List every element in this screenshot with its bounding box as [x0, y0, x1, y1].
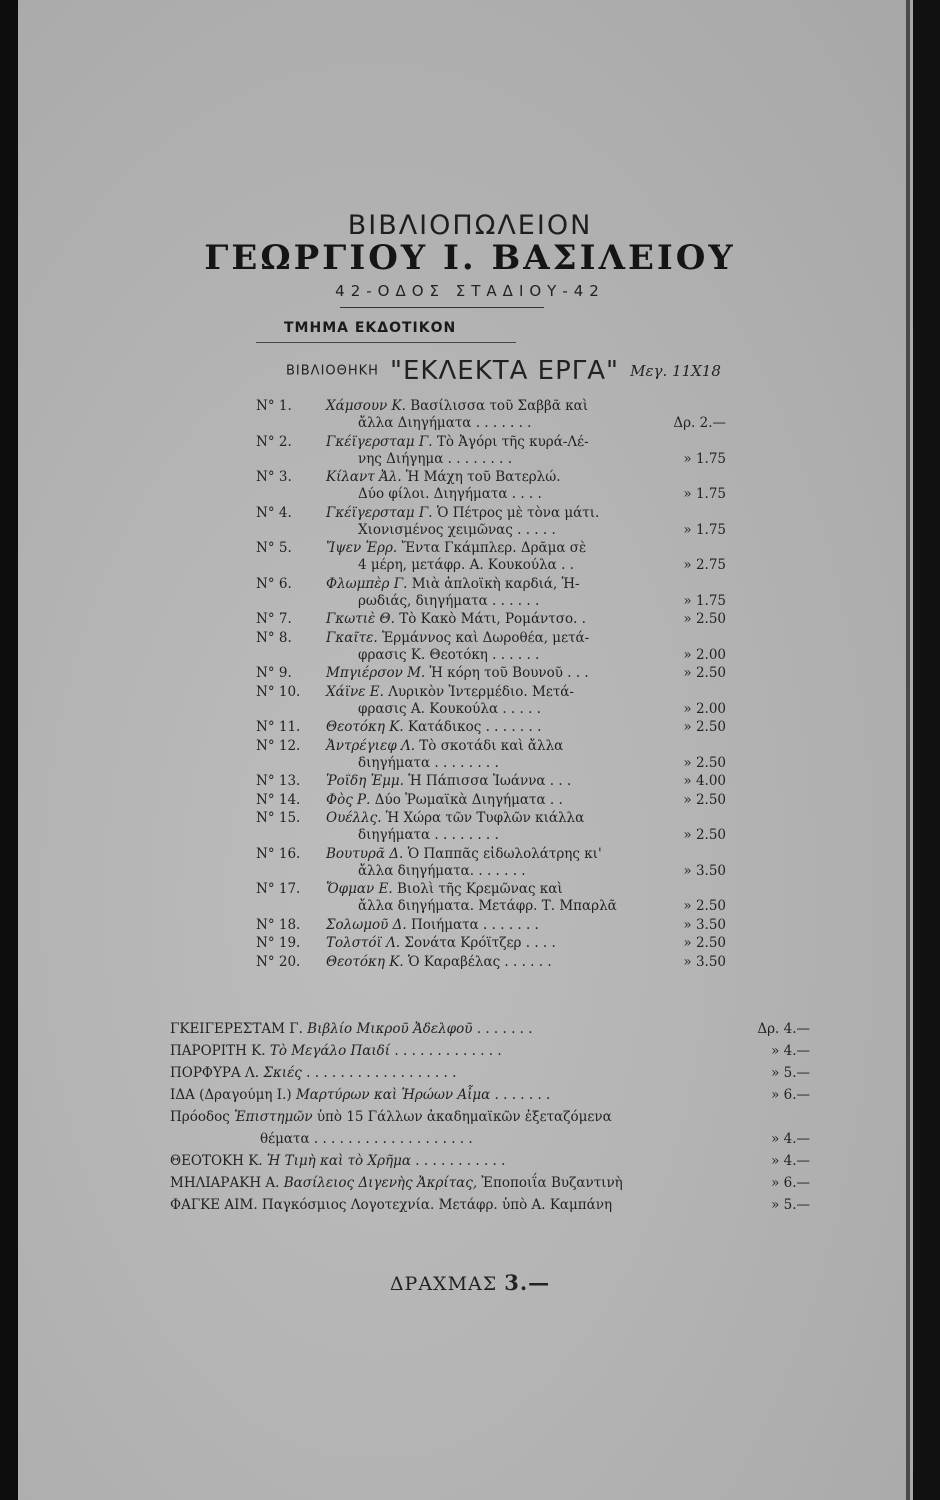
list-item-continuation — [256, 486, 726, 503]
item-title: Ποιήματα . . . . . . . — [410, 916, 539, 933]
other-book-item — [170, 1084, 810, 1106]
other-book-title: Ἐπιστημῶν — [234, 1109, 313, 1125]
other-book-rest: Παγκόσμιος Λογοτεχνία. Μετάφρ. ὑπὸ Α. Καμπάνη — [261, 1197, 613, 1213]
other-book-rest: Ἐποποιΐα Βυζαντινὴ — [477, 1175, 623, 1191]
item-title: Ἡ κόρη τοῦ Βουνοῦ . . . — [429, 665, 589, 681]
department-title: ΤΜΗΜΑ ΕΚΔΟΤΙΚΟΝ — [284, 320, 457, 336]
list-item-line — [256, 398, 726, 415]
item-author: Ουέλλς. — [326, 810, 382, 826]
item-number: N° 1. — [256, 398, 292, 414]
other-book-rest: . . . . . . . — [490, 1087, 551, 1103]
item-title: Κατάδικος . . . . . . . — [407, 719, 542, 735]
list-item — [256, 434, 726, 468]
other-book-rest: . . . . . . . . . . . . . . . . . . — [301, 1065, 457, 1081]
other-book-text — [170, 1150, 810, 1172]
other-book-author: ΓΚΕΙΓΕΡΕΣΤΑΜ Γ. — [170, 1021, 303, 1037]
other-book-rest: . . . . . . . — [472, 1021, 533, 1037]
list-item-continuation — [256, 755, 726, 772]
item-number: N° 12. — [256, 737, 301, 754]
list-item-continuation — [256, 647, 726, 664]
item-author: Μπγιέρσον Μ. — [326, 665, 426, 681]
item-author: Σολωμοῦ Δ. — [326, 916, 407, 933]
series-format: Μεγ. 11Χ18 — [630, 362, 721, 380]
other-books-list — [170, 1018, 810, 1216]
item-price: » 2.75 — [683, 557, 726, 573]
department-rule — [256, 342, 516, 343]
item-title-continued: διηγήματα . . . . . . . . — [358, 827, 499, 843]
item-number: N° 2. — [256, 433, 292, 450]
item-title: Ἡ Χώρα τῶν Τυφλῶν κιάλλα — [385, 810, 585, 826]
list-item — [256, 630, 726, 664]
list-item-line — [256, 917, 726, 934]
list-item-line — [256, 881, 726, 898]
list-item-line — [256, 810, 726, 827]
other-book-author: ΠΟΡΦΥΡΑ Λ. — [170, 1065, 260, 1081]
item-number: N° 17. — [256, 881, 301, 897]
item-title: Βασίλισσα τοῦ Σαββᾶ καὶ — [410, 398, 589, 414]
item-number: N° 6. — [256, 575, 292, 592]
item-title: Ἔντα Γκάμπλερ. Δρᾶμα σὲ — [401, 540, 587, 556]
item-author: Φλωμπὲρ Γ. — [326, 575, 408, 592]
list-item — [256, 719, 726, 736]
list-item — [256, 881, 726, 915]
other-book-text — [170, 1084, 810, 1106]
item-price: Δρ. 2.— — [673, 415, 726, 431]
list-item — [256, 469, 726, 503]
item-title: Ἡ Πάπισσα Ἰωάννα . . . — [408, 773, 572, 789]
list-item — [256, 665, 726, 682]
other-book-rest: θέματα . . . . . . . . . . . . . . . . . . . — [260, 1131, 473, 1147]
list-item — [256, 917, 726, 934]
other-book-item — [170, 1128, 810, 1150]
item-title: Τὸ Κακὸ Μάτι, Ρομάντσο. . — [399, 611, 586, 627]
other-book-text — [170, 1018, 810, 1040]
item-author: Ἀντρέγιεφ Λ. — [326, 737, 415, 754]
item-number: N° 16. — [256, 845, 301, 862]
list-item-continuation — [256, 557, 726, 574]
other-book-text — [170, 1106, 810, 1128]
list-item-continuation — [256, 593, 726, 610]
item-author: Χάμσουν Κ. — [326, 398, 406, 414]
item-price: » 3.50 — [683, 862, 726, 879]
item-author: Κίλαντ Ἀλ. — [326, 469, 402, 485]
list-item-line — [256, 611, 726, 628]
item-number: N° 19. — [256, 935, 301, 951]
item-author: Τολστόϊ Λ. — [326, 935, 401, 951]
other-book-price: » 4.— — [771, 1153, 810, 1169]
item-author: Βουτυρᾶ Δ. — [326, 845, 404, 862]
item-number: N° 9. — [256, 665, 292, 681]
item-number: N° 13. — [256, 773, 301, 789]
other-book-rest: . . . . . . . . . . . . . — [390, 1043, 502, 1059]
other-book-price: » 4.— — [771, 1131, 810, 1147]
item-number: N° 15. — [256, 810, 301, 826]
item-title-continued: φρασις Α. Κουκούλα . . . . . — [358, 700, 541, 717]
other-book-item — [170, 1106, 810, 1128]
item-price: » 2.50 — [683, 827, 726, 843]
list-item — [256, 810, 726, 844]
item-price: » 2.50 — [683, 611, 726, 627]
item-title: Ἡ Μάχη τοῦ Βατερλώ. — [405, 469, 561, 485]
series-name: "ΕΚΛΕΚΤΑ ΕΡΓΑ" — [390, 356, 620, 386]
other-book-author: ΜΗΛΙΑΡΑΚΗ Α. — [170, 1175, 280, 1191]
item-title: Ὁ Πέτρος μὲ τὸνα μάτι. — [436, 504, 600, 521]
item-title: Λυρικὸν Ἰντερμέδιο. Μετά- — [388, 683, 574, 700]
list-item — [256, 738, 726, 772]
item-title-continued: 4 μέρη, μετάφρ. Α. Κουκούλα . . — [358, 557, 574, 573]
item-price: » 3.50 — [683, 916, 726, 933]
list-item-line — [256, 665, 726, 682]
other-book-title: Ἡ Τιμὴ καὶ τὸ Χρῆμα — [266, 1153, 411, 1169]
other-book-author: Πρόοδος — [170, 1109, 230, 1125]
list-item-line — [256, 576, 726, 593]
list-item — [256, 792, 726, 809]
item-price: » 2.00 — [683, 700, 726, 717]
item-author: Γκέϊγερσταμ Γ. — [326, 504, 433, 521]
item-price: » 4.00 — [683, 773, 726, 789]
other-book-author: ΦΑΓΚΕ ΑΙΜ. — [170, 1197, 258, 1213]
other-book-title: Τὸ Μεγάλο Παιδί — [269, 1043, 391, 1059]
list-item-line — [256, 469, 726, 486]
list-item-line — [256, 719, 726, 736]
other-book-text — [170, 1194, 810, 1216]
item-number: N° 14. — [256, 791, 301, 808]
other-book-title: Βιβλίο Μικροῦ Ἀδελφοῦ — [307, 1021, 473, 1037]
item-number: N° 8. — [256, 629, 292, 646]
list-item-line — [256, 630, 726, 647]
item-title-continued: ἄλλα διηγήματα. . . . . . . — [358, 862, 526, 879]
other-book-price: » 6.— — [771, 1175, 810, 1191]
other-book-rest: ὑπὸ 15 Γάλλων ἀκαδημαϊκῶν ἐξεταζόμενα — [312, 1109, 612, 1125]
item-number: N° 10. — [256, 683, 301, 700]
item-price: » 2.50 — [683, 754, 726, 771]
item-price: » 1.75 — [683, 486, 726, 502]
other-book-author: ΠΑΡΟΡΙΤΗ Κ. — [170, 1043, 266, 1059]
list-item — [256, 576, 726, 610]
list-item-line — [256, 935, 726, 952]
shop-name: ΒΙΒΛΙΟΠΩΛΕΙΟΝ — [347, 210, 593, 241]
address-underline — [340, 307, 544, 308]
item-author: Γκαῖτε. — [326, 629, 378, 646]
list-item — [256, 398, 726, 432]
other-book-title: Βασίλειος Διγενὴς Ἀκρίτας, — [283, 1175, 478, 1191]
item-title: Δύο Ῥωμαϊκὰ Διηγήματα . . — [374, 791, 563, 808]
other-book-item — [170, 1194, 810, 1216]
item-title: Ὁ Καραβέλας . . . . . . — [407, 953, 552, 970]
item-title: Σονάτα Κρόϊτζερ . . . . — [404, 935, 556, 951]
item-price: » 2.00 — [683, 646, 726, 663]
item-number: N° 20. — [256, 953, 301, 970]
other-book-text — [170, 1040, 810, 1062]
list-item-continuation — [256, 898, 726, 915]
item-title: Τὸ σκοτάδι καὶ ἄλλα — [419, 737, 564, 754]
item-price: » 3.50 — [683, 953, 726, 970]
item-price: » 2.50 — [683, 665, 726, 681]
list-item — [256, 540, 726, 574]
item-title: Τὸ Ἀγόρι τῆς κυρά-Λέ- — [436, 433, 589, 450]
list-item-line — [256, 540, 726, 557]
list-item-continuation — [256, 827, 726, 844]
list-item-line — [256, 846, 726, 863]
list-item — [256, 773, 726, 790]
list-item — [256, 684, 726, 718]
list-item — [256, 935, 726, 952]
item-title-continued: ἄλλα Διηγήματα . . . . . . . — [358, 415, 532, 431]
other-book-rest: . . . . . . . . . . . — [411, 1153, 506, 1169]
item-author: Ὄφμαν Ε. — [326, 881, 393, 897]
other-book-price: » 5.— — [771, 1197, 810, 1213]
item-title-continued: φρασις Κ. Θεοτόκη . . . . . . — [358, 646, 540, 663]
item-title: Ἑρμάννος καὶ Δωροθέα, μετά- — [381, 629, 590, 646]
list-item — [256, 954, 726, 971]
item-price: » 2.50 — [683, 791, 726, 808]
item-title-continued: νης Διήγημα . . . . . . . . — [358, 450, 512, 467]
item-price: » 1.75 — [683, 450, 726, 467]
other-book-price: Δρ. 4.— — [757, 1021, 810, 1037]
other-book-item — [170, 1040, 810, 1062]
list-item — [256, 846, 726, 880]
item-title: Μιὰ ἁπλοϊκὴ καρδιά, Ἡ- — [411, 575, 580, 592]
other-book-item — [170, 1172, 810, 1194]
item-title-continued: Δύο φίλοι. Διηγήματα . . . . — [358, 486, 542, 502]
item-author: Θεοτόκη Κ. — [326, 719, 404, 735]
other-book-price: » 6.— — [771, 1087, 810, 1103]
other-book-item — [170, 1062, 810, 1084]
list-item — [256, 611, 726, 628]
list-item — [256, 505, 726, 539]
item-title-continued: Χιονισμένος χειμῶνας . . . . . — [358, 521, 556, 538]
item-number: N° 5. — [256, 540, 292, 556]
item-title-continued: διηγήματα . . . . . . . . — [358, 754, 499, 771]
series-heading — [286, 356, 726, 390]
item-author: Ἴψεν Ἐρρ. — [326, 540, 398, 556]
item-title: Ὁ Παππᾶς εἰδωλολάτρης κι' — [407, 845, 602, 862]
list-item-line — [256, 684, 726, 701]
list-item-line — [256, 738, 726, 755]
list-item-line — [256, 434, 726, 451]
list-item-continuation — [256, 701, 726, 718]
item-price: » 1.75 — [683, 521, 726, 538]
list-item-continuation — [256, 522, 726, 539]
item-number: N° 4. — [256, 504, 292, 521]
item-number: N° 18. — [256, 916, 301, 933]
other-book-price: » 4.— — [771, 1043, 810, 1059]
owner-name: ΓΕΩΡΓΙΟΥ Ι. ΒΑΣΙΛΕΙΟΥ — [204, 238, 736, 278]
item-author: Χάϊνε Ε. — [326, 683, 384, 700]
item-author: Φὸς Ρ. — [326, 791, 371, 808]
other-book-author: ΘΕΟΤΟΚΗ Κ. — [170, 1153, 263, 1169]
list-item-line — [256, 954, 726, 971]
list-item-line — [256, 505, 726, 522]
other-book-price: » 5.— — [771, 1065, 810, 1081]
item-number: N° 7. — [256, 611, 292, 627]
series-list — [256, 398, 726, 972]
list-item-continuation — [256, 415, 726, 432]
item-title-continued: ρωδιάς, διηγήματα . . . . . . — [358, 592, 540, 609]
total-price-label: ΔΡΑΧΜΑΣ — [389, 1273, 498, 1295]
item-number: N° 3. — [256, 469, 292, 485]
item-author: Γκέϊγερσταμ Γ. — [326, 433, 433, 450]
item-price: » 1.75 — [683, 592, 726, 609]
other-book-author: ΙΔΑ (Δραγούμη Ι.) — [170, 1087, 292, 1103]
item-author: Ῥοΐδη Ἐμμ. — [326, 773, 404, 789]
list-item-continuation — [256, 451, 726, 468]
other-book-text — [170, 1172, 810, 1194]
other-book-title: Σκιές — [263, 1065, 302, 1081]
list-item-continuation — [256, 863, 726, 880]
item-price: » 2.50 — [683, 935, 726, 951]
item-title-continued: ἄλλα διηγήματα. Μετάφρ. Τ. Μπαρλᾶ — [358, 898, 617, 914]
item-author: Θεοτόκη Κ. — [326, 953, 404, 970]
total-price — [0, 1270, 940, 1295]
other-book-text — [170, 1062, 810, 1084]
item-author: Γκωτιὲ Θ. — [326, 611, 395, 627]
series-prefix: ΒΙΒΛΙΟΘΗΚΗ — [286, 363, 379, 379]
shop-address: 42-ΟΔΟΣ ΣΤΑΔΙΟΥ-42 — [335, 282, 605, 300]
other-book-item — [170, 1150, 810, 1172]
item-number: N° 11. — [256, 719, 301, 735]
total-price-value: 3.— — [504, 1270, 551, 1295]
item-title: Βιολὶ τῆς Κρεμῶνας καὶ — [396, 881, 563, 897]
list-item-line — [256, 773, 726, 790]
item-price: » 2.50 — [683, 898, 726, 914]
other-book-item — [170, 1018, 810, 1040]
list-item-line — [256, 792, 726, 809]
item-price: » 2.50 — [683, 719, 726, 735]
other-book-title: Μαρτύρων καὶ Ἡρώων Αἷμα — [295, 1087, 491, 1103]
